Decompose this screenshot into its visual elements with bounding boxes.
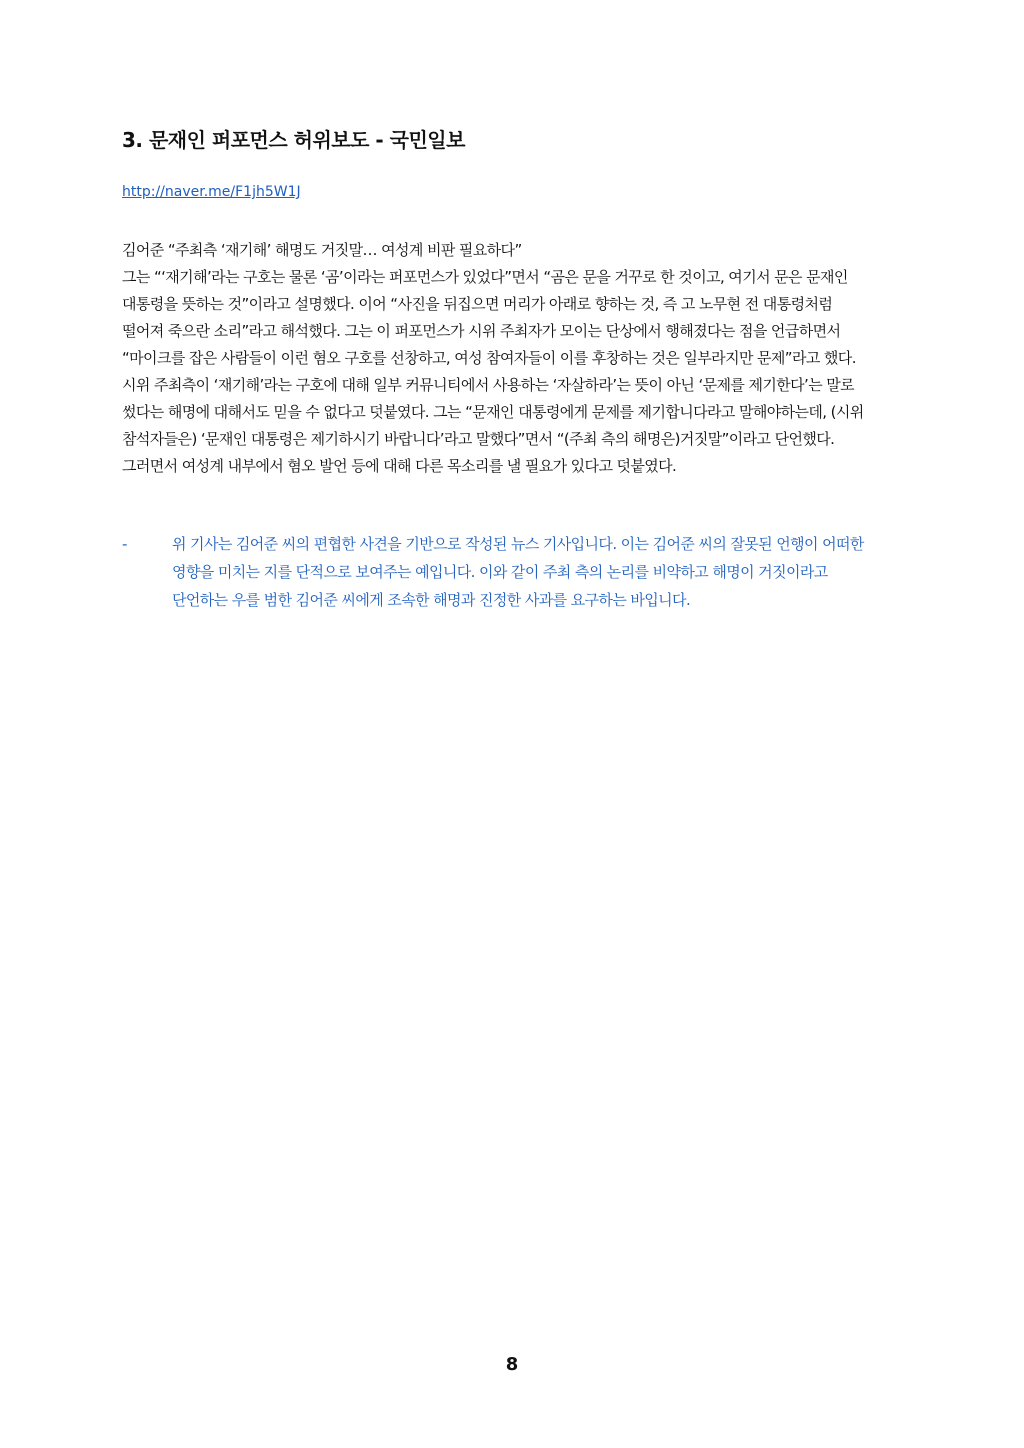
source-link[interactable]: http://naver.me/F1jh5W1J: [122, 184, 301, 200]
quote-headline: 김어준 “주최측 ‘재기해’ 해명도 거짓말… 여성계 비판 필요하다”: [122, 241, 522, 259]
quote-line: 떨어져 죽으란 소리”라고 해석했다. 그는 이 퍼포먼스가 시위 주최자가 모이는 단상에서 행해졌다는 점을 언급하면서: [122, 322, 841, 340]
quote-line: 시위 주최측이 ‘재기해’라는 구호에 대해 일부 커뮤니티에서 사용하는 ‘자살하라’는 뜻이 아닌 ‘문제를 제기한다’는 말로: [122, 376, 855, 394]
note-bullet-dash: -: [122, 535, 128, 553]
note-line: 단언하는 우를 범한 김어준 씨에게 조속한 해명과 진정한 사과를 요구하는 바입니다.: [172, 591, 691, 609]
section-title: 3. 문재인 퍼포먼스 허위보도 - 국민일보: [122, 128, 465, 152]
article-quote: [122, 237, 912, 480]
quote-line: 참석자들은) ‘문재인 대통령은 제기하시기 바랍니다’라고 말했다”면서 “(주최 측의 해명은)거짓말”이라고 단언했다.: [122, 430, 835, 448]
quote-line: 대통령을 뜻하는 것”이라고 설명했다. 이어 “사진을 뒤집으면 머리가 아래로 향하는 것, 즉 고 노무현 전 대통령처럼: [122, 295, 833, 313]
page-number: 8: [505, 1354, 519, 1375]
note-line: 위 기사는 김어준 씨의 편협한 사견을 기반으로 작성된 뉴스 기사입니다. 이는 김어준 씨의 잘못된 언행이 어떠한: [172, 535, 864, 553]
quote-line: 그러면서 여성계 내부에서 혐오 발언 등에 대해 다른 목소리를 낼 필요가 있다고 덧붙였다.: [122, 457, 677, 475]
quote-line: 그는 “‘재기해’라는 구호는 물론 ‘곰’이라는 퍼포먼스가 있었다”면서 “곰은 문을 거꾸로 한 것이고, 여기서 문은 문재인: [122, 268, 848, 286]
quote-line: 썼다는 해명에 대해서도 믿을 수 없다고 덧붙였다. 그는 “문재인 대통령에게 문제를 제기합니다라고 말해야하는데, (시위: [122, 403, 864, 421]
note-line: 영향을 미치는 지를 단적으로 보여주는 예입니다. 이와 같이 주최 측의 논리를 비약하고 해명이 거짓이라고: [172, 563, 828, 581]
note-text: [172, 530, 864, 614]
quote-line: “마이크를 잡은 사람들이 이런 혐오 구호를 선창하고, 여성 참여자들이 이를 후창하는 것은 일부라지만 문제”라고 했다.: [122, 349, 856, 367]
